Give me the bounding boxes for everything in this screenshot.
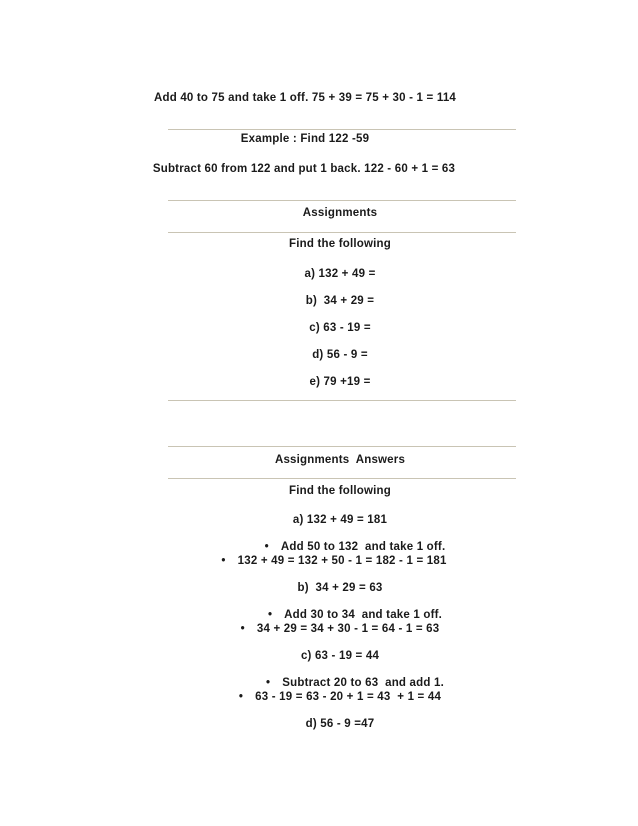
- answer-a-step1: • Add 50 to 132 and take 1 off.: [36, 540, 638, 554]
- divider: [168, 200, 516, 201]
- answer-d: d) 56 - 9 =47: [305, 718, 375, 730]
- divider: [168, 478, 516, 479]
- assignment-problem-b: b) 34 + 29 =: [305, 295, 375, 307]
- divider: [168, 232, 516, 233]
- assignment-problem-c: c) 63 - 19 =: [309, 322, 371, 334]
- answer-b: b) 34 + 29 = 63: [297, 582, 383, 594]
- divider: [168, 129, 516, 130]
- divider: [168, 446, 516, 447]
- assignment-problem-a: a) 132 + 49 =: [304, 268, 376, 280]
- assignment-problem-e: e) 79 +19 =: [309, 376, 371, 388]
- answer-a: a) 132 + 49 = 181: [292, 514, 388, 526]
- answer-a-step2: • 132 + 49 = 132 + 50 - 1 = 182 - 1 = 181: [15, 554, 638, 568]
- example-title: Example : Find 122 -59: [240, 133, 370, 145]
- answers-instruction: Find the following: [289, 485, 391, 497]
- answer-c: c) 63 - 19 = 44: [300, 650, 380, 662]
- divider: [168, 400, 516, 401]
- answer-b-step1: • Add 30 to 34 and take 1 off.: [36, 608, 638, 622]
- answer-c-step1: • Subtract 20 to 63 and add 1.: [36, 676, 638, 690]
- assignment-problem-d: d) 56 - 9 =: [312, 349, 368, 361]
- intro-text: Add 40 to 75 and take 1 off. 75 + 39 = 75 + 30 - 1 = 114: [153, 92, 457, 104]
- assignments-heading: Assignments: [302, 207, 378, 219]
- answer-c-step2: • 63 - 19 = 63 - 20 + 1 = 43 + 1 = 44: [21, 690, 638, 704]
- answer-b-step2: • 34 + 29 = 34 + 30 - 1 = 64 - 1 = 63: [21, 622, 638, 636]
- assignments-instruction: Find the following: [289, 238, 391, 250]
- answers-heading: Assignments Answers: [274, 454, 406, 466]
- example-text: Subtract 60 from 122 and put 1 back. 122 - 60 + 1 = 63: [152, 163, 456, 175]
